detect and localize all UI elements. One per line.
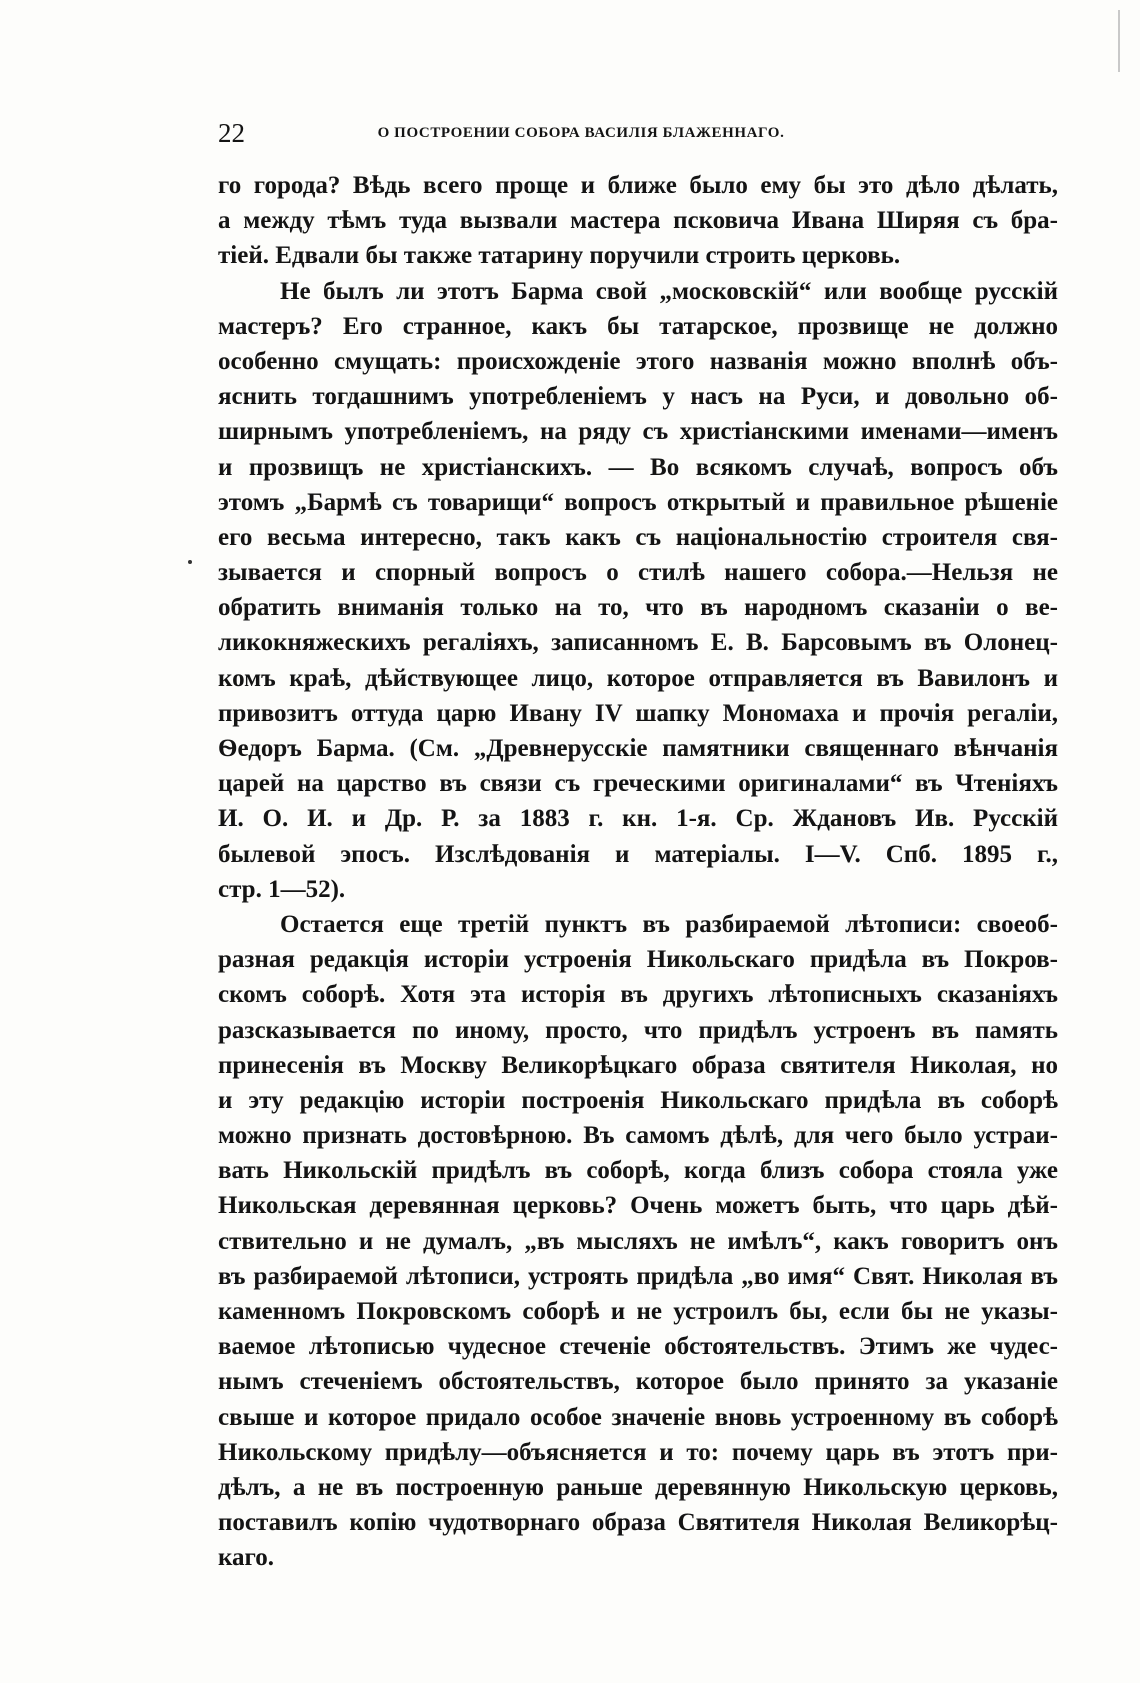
text-line: разсказывается по иному, просто, что придѣлъ устроенъ въ память bbox=[218, 1016, 1058, 1044]
text-line: тіей. Едвали бы также татарину поручили строить церковь. bbox=[218, 242, 901, 270]
text-line: можно признать достовѣрною. Въ самомъ дѣлѣ, для чего было устраи- bbox=[218, 1122, 1058, 1150]
text-line: разная редакція исторіи устроенія Никольскаго придѣла въ Покров- bbox=[218, 946, 1058, 974]
text-line: поставилъ копію чудотворнаго образа Святителя Николая Великорѣц- bbox=[218, 1509, 1058, 1537]
text-line: ствительно и не думалъ, „въ мысляхъ не имѣлъ“, какъ говоритъ онъ bbox=[218, 1227, 1058, 1255]
text-line: скомъ соборѣ. Хотя эта исторія въ другихъ лѣтописныхъ сказаніяхъ bbox=[218, 981, 1058, 1009]
text-line: а между тѣмъ туда вызвали мастера псковича Ивана Ширяя съ бра- bbox=[218, 207, 1058, 235]
text-line: былевой эпосъ. Изслѣдованія и матеріалы. I—V. Спб. 1895 г., bbox=[218, 840, 1058, 868]
text-line: обратить вниманія только на то, что въ народномъ сказаніи о ве- bbox=[218, 594, 1058, 622]
text-line: Остается еще третій пунктъ въ разбираемой лѣтописи: своеоб- bbox=[280, 910, 1058, 938]
scan-speck bbox=[188, 560, 192, 564]
text-line: привозитъ оттуда царю Ивану IV шапку Мономаха и прочія регаліи, bbox=[218, 699, 1058, 727]
text-line: И. О. И. и Др. Р. за 1883 г. кн. 1-я. Ср. Ждановъ Ив. Русскій bbox=[218, 805, 1058, 833]
text-line: каго. bbox=[218, 1544, 275, 1572]
body-text bbox=[218, 168, 1058, 1576]
text-line: принесенія въ Москву Великорѣцкаго образа святителя Николая, но bbox=[218, 1051, 1058, 1079]
text-line: вать Никольскій придѣлъ въ соборѣ, когда близъ собора стояла уже bbox=[218, 1157, 1058, 1185]
text-line: го города? Вѣдь всего проще и ближе было ему бы это дѣло дѣлать, bbox=[218, 172, 1058, 199]
paragraph-1 bbox=[218, 168, 1058, 274]
text-line: царей на царство въ связи съ греческими оригиналами“ въ Чтеніяхъ bbox=[218, 770, 1058, 798]
text-line: стр. 1—52). bbox=[218, 875, 346, 903]
text-line: этомъ „Бармѣ съ товарищи“ вопросъ открытый и правильное рѣшеніе bbox=[218, 488, 1058, 516]
text-line: дѣлъ, а не въ построенную раньше деревянную Никольскую церковь, bbox=[218, 1473, 1058, 1501]
paragraph-2 bbox=[218, 274, 1058, 907]
text-line: зывается и спорный вопросъ о стилѣ нашего собора.—Нельзя не bbox=[218, 559, 1058, 587]
running-title: О ПОСТРОЕНИИ СОБОРА ВАСИЛІЯ БЛАЖЕННАГО. bbox=[377, 125, 785, 141]
text-line: ширнымъ употребленіемъ, на ряду съ христіанскими именами—именъ bbox=[218, 418, 1058, 446]
text-line: ликокняжескихъ регаліяхъ, записанномъ Е. В. Барсовымъ въ Олонец- bbox=[218, 629, 1058, 657]
text-line: Никольская деревянная церковь? Очень можетъ быть, что царь дѣй- bbox=[218, 1192, 1058, 1220]
paragraph-3 bbox=[218, 907, 1058, 1576]
text-line: Ѳедоръ Барма. (См. „Древнерусскіе памятники священнаго вѣнчанія bbox=[218, 735, 1058, 762]
text-line: Не былъ ли этотъ Барма свой „московскій“ или вообще русскій bbox=[280, 277, 1058, 305]
text-line: мастеръ? Его странное, какъ бы татарское, прозвище не должно bbox=[218, 312, 1058, 340]
text-line: комъ краѣ, дѣйствующее лицо, которое отправляется въ Вавилонъ и bbox=[218, 664, 1058, 692]
text-line: его весьма интересно, такъ какъ съ національностію строителя свя- bbox=[218, 523, 1058, 551]
text-line: нымъ стеченіемъ обстоятельствъ, которое было принято за указаніе bbox=[218, 1368, 1058, 1396]
text-line: яснить тогдашнимъ употребленіемъ у насъ на Руси, и довольно об- bbox=[218, 383, 1058, 411]
scan-edge-line bbox=[1118, 10, 1120, 72]
text-line: ваемое лѣтописью чудесное стеченіе обстоятельствъ. Этимъ же чудес- bbox=[218, 1333, 1058, 1361]
text-line: Никольскому придѣлу—объясняется и то: почему царь въ этотъ при- bbox=[218, 1438, 1058, 1466]
page-number: 22 bbox=[218, 118, 245, 148]
text-line: и прозвищъ не христіанскихъ. — Во всякомъ случаѣ, вопросъ объ bbox=[218, 453, 1058, 481]
text-line: и эту редакцію исторіи построенія Никольскаго придѣла въ соборѣ bbox=[218, 1086, 1058, 1114]
text-line: свыше и которое придало особое значеніе вновь устроенному въ соборѣ bbox=[218, 1403, 1058, 1431]
text-line: каменномъ Покровскомъ соборѣ и не устроилъ бы, если бы не указы- bbox=[218, 1298, 1058, 1325]
text-line: особенно смущать: происхожденіе этого названія можно вполнѣ объ- bbox=[218, 347, 1058, 375]
running-header bbox=[218, 118, 904, 152]
text-line: въ разбираемой лѣтописи, устроять придѣла „во имя“ Свят. Николая въ bbox=[218, 1262, 1058, 1290]
